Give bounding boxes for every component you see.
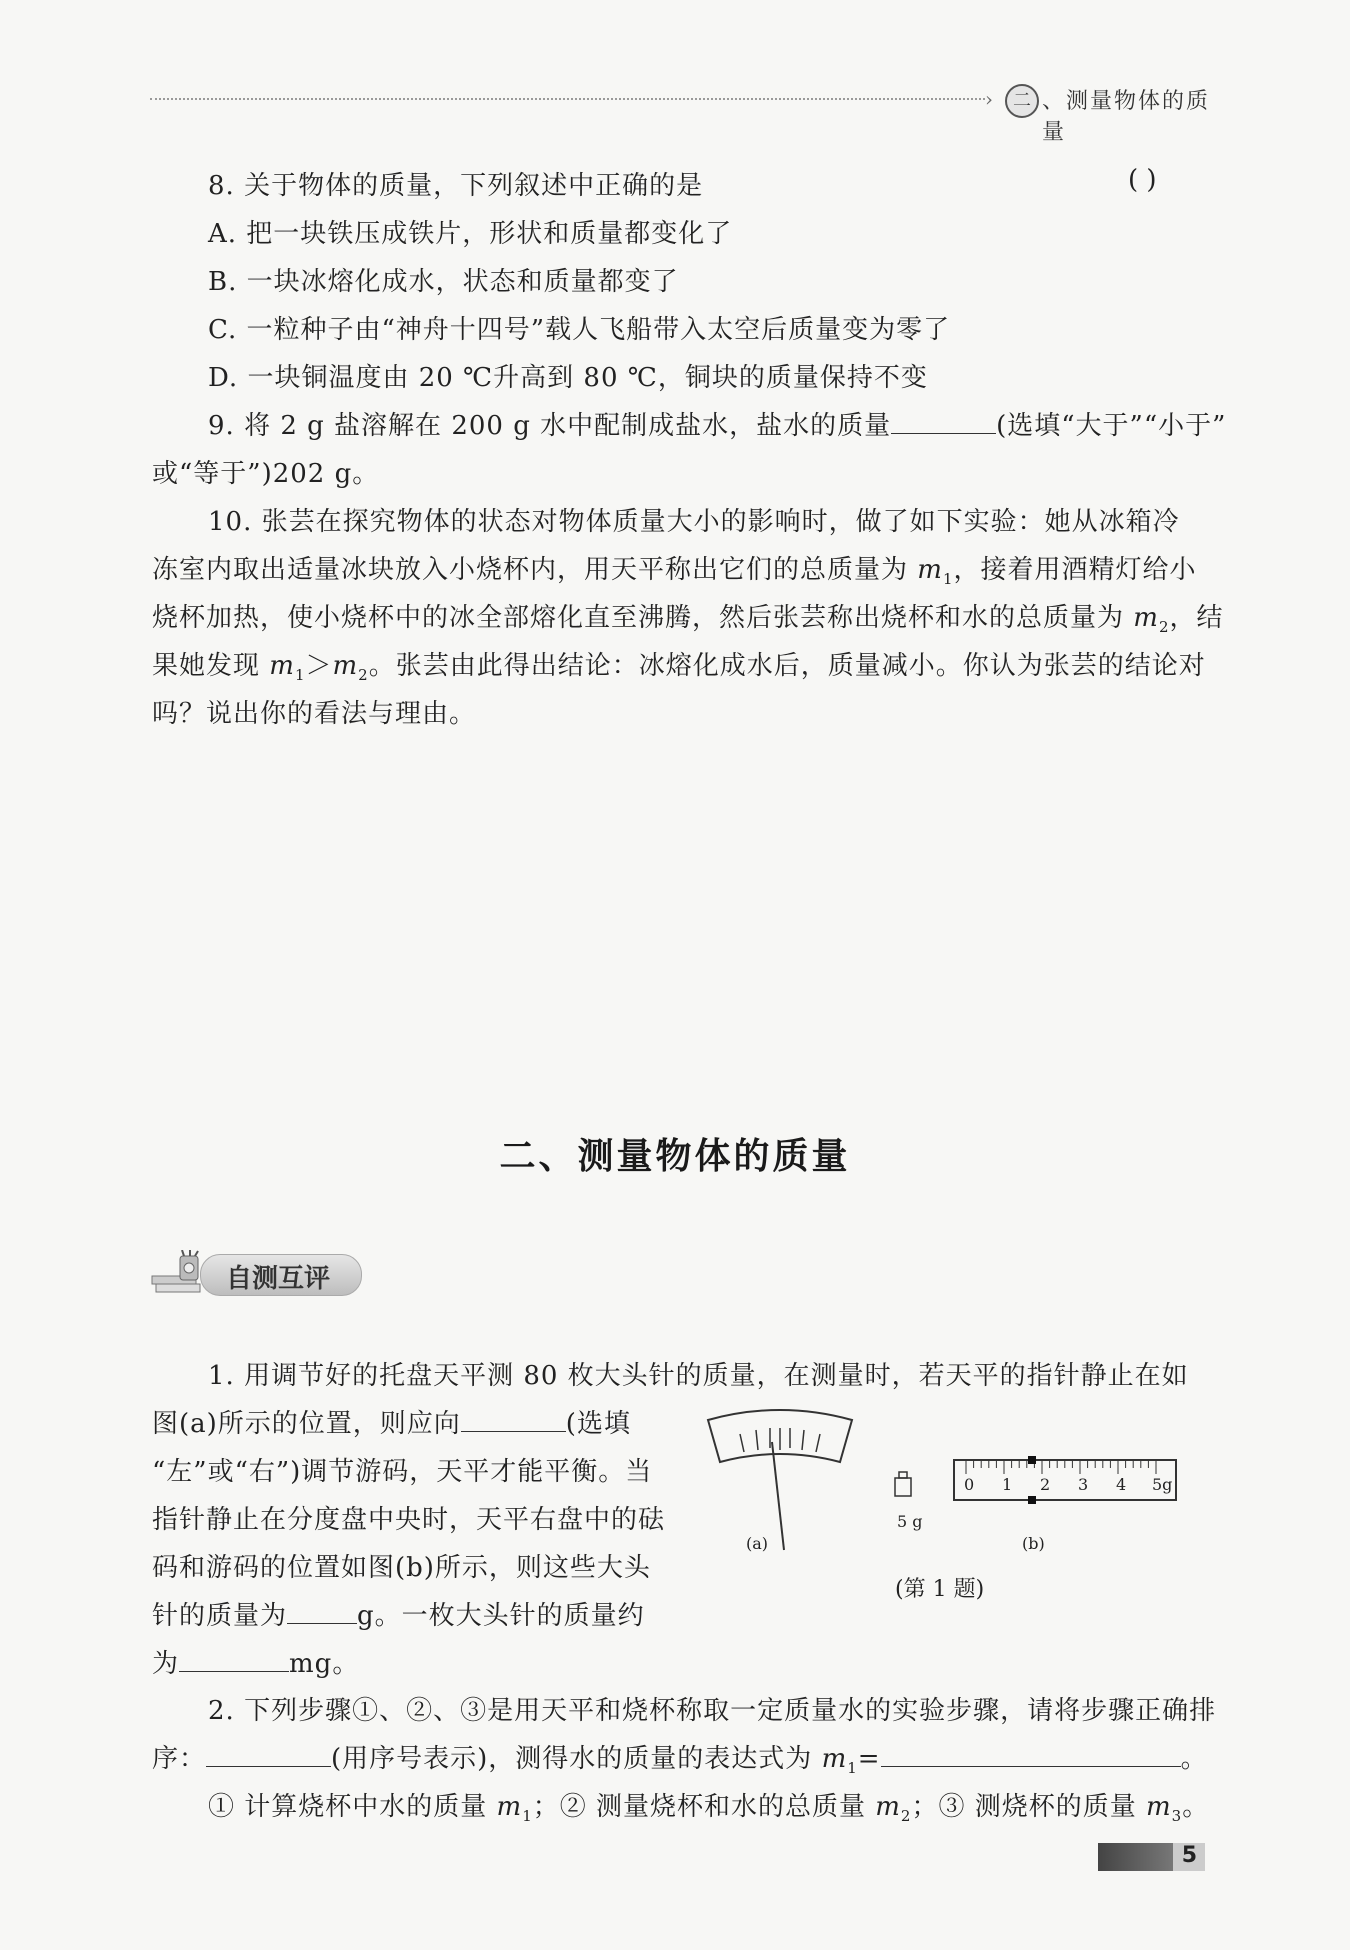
header-dotted-rule [150,98,985,100]
s1-line7 [152,1643,359,1680]
ruler-tick-label-1: 1 [1002,1475,1013,1494]
s1-line6-text-b: g。一枚大头针的质量约 [357,1601,645,1631]
s2-step3: ；③ 测烧杯的质量 [911,1792,1137,1822]
q10-var-m1: m [917,555,943,585]
s1-line2-text-b: (选填 [565,1409,631,1439]
s2-line3 [208,1786,1209,1825]
ruler-tick-label-2: 2 [1040,1475,1051,1494]
q9-line2: 或“等于”)202 g。 [152,459,380,489]
q9-text-b: (选填“大于”“小于” [996,411,1227,441]
s1-line5: 码和游码的位置如图(b)所示，则这些大头 [152,1553,651,1583]
header-arrow-icon: › [985,87,993,111]
section-title: 二、测量物体的质量 [499,1136,851,1177]
q10-line1: 10. 张芸在探究物体的状态对物体质量大小的影响时，做了如下实验：她从冰箱冷 [208,507,1180,537]
s1-mass-blank[interactable] [287,1599,357,1624]
rider-ruler [954,1456,1176,1504]
s2-line2-text-b: (用序号表示)，测得水的质量的表达式为 [331,1744,813,1774]
weight-label: 5 g [897,1512,923,1531]
q8-option-b: B. 一块冰熔化成水，状态和质量都变了 [208,267,679,297]
s1-line7-text-a: 为 [152,1649,180,1679]
ruler-tick-label-3: 3 [1078,1475,1089,1494]
q10-var-m1b: m [269,651,295,681]
s2-step3-sub: 3 [1171,1807,1183,1826]
q8-option-a: A. 把一块铁压成铁片，形状和质量都变化了 [208,219,733,249]
s1-line1: 1. 用调节好的托盘天平测 80 枚大头针的质量，在测量时，若天平的指针静止在如 [208,1361,1189,1391]
s1-direction-blank[interactable] [461,1407,566,1432]
s2-step1-var: m [496,1792,523,1822]
q9-answer-blank[interactable] [891,409,996,434]
ruler-tick-label-5: 5g [1152,1475,1173,1494]
q10-sub2b: 2 [358,666,369,685]
dial-scale-icon [708,1410,852,1550]
q10-line3-text-b: ，结 [1169,603,1224,633]
header-title: 、测量物体的质量 [1042,89,1211,145]
q10-line5: 吗？说出你的看法与理由。 [152,699,477,729]
q10-sub1b: 1 [294,666,306,685]
s1-line6-text-a: 针的质量为 [152,1601,288,1631]
q10-sub2: 2 [1158,618,1170,637]
q10-sub1: 1 [942,570,954,589]
s2-step3-var: m [1146,1792,1172,1822]
page-number: 5 [1181,1843,1197,1868]
q10-line2-text-a: 冻室内取出适量冰块放入小烧杯内，用天平称出它们的总质量为 [152,555,909,585]
s2-line3-period: 。 [1182,1792,1210,1822]
q10-line4-text-b: 。张芸由此得出结论：冰熔化成水后，质量减小。你认为张芸的结论对 [368,651,1206,681]
q10-line4-text-a: 果她发现 [152,651,261,681]
ruler-tick-label-0: 0 [964,1475,975,1494]
s2-line2-period: 。 [1180,1744,1208,1774]
s2-expression-blank[interactable] [881,1742,1181,1767]
s2-line2-text-a: 序： [152,1744,207,1774]
s2-step2: ；② 测量烧杯和水的总质量 [532,1792,866,1822]
q10-var-m2b: m [332,651,359,681]
header-section-badge: 二 [1005,84,1039,118]
s1-line6 [152,1595,645,1632]
figure-label-a: (a) [746,1534,769,1553]
s2-line2 [152,1738,1208,1777]
q10-var-m2: m [1133,603,1159,633]
q9-line1 [208,405,1226,442]
s2-sub1: 1 [847,1759,858,1778]
q10-line3-text-a: 烧杯加热，使小烧杯中的冰全部熔化直至沸腾，然后张芸称出烧杯和水的总质量为 [152,603,1125,633]
q8-answer-bracket: ( ) [1128,165,1157,195]
s2-step1: ① 计算烧杯中水的质量 [208,1792,488,1822]
q10-line4 [152,645,1206,684]
s1-line2-text-a: 图(a)所示的位置，则应向 [152,1409,461,1439]
q10-gt-sign: ＞ [305,651,333,681]
q8-stem: 8. 关于物体的质量，下列叙述中正确的是 [208,171,704,201]
books-pencils-icon [150,1250,210,1298]
s1-single-mass-blank[interactable] [179,1647,289,1672]
weight-5g-icon [895,1472,911,1496]
figure-label-b: (b) [1022,1534,1045,1553]
q9-text-a: 9. 将 2 g 盐溶解在 200 g 水中配制成盐水，盐水的质量 [208,411,892,441]
s2-order-blank[interactable] [206,1742,331,1767]
banner-label: 自测互评 [226,1264,331,1294]
s2-step1-sub: 1 [522,1807,533,1826]
running-header [150,82,1211,145]
s2-equals: = [857,1744,881,1774]
self-test-banner [150,1240,370,1300]
s1-line4: 指针静止在分度盘中央时，天平右盘中的砝 [152,1505,666,1535]
ruler-tick-label-4: 4 [1116,1475,1127,1494]
figure-caption: (第 1 题) [895,1577,985,1602]
q8-option-d: D. 一块铜温度由 20 ℃升高到 80 ℃，铜块的质量保持不变 [208,363,928,393]
s1-line2 [152,1403,631,1440]
q10-line3 [152,597,1224,636]
page-number-tab [1098,1843,1205,1871]
q8-option-c: C. 一粒种子由“神舟十四号”载人飞船带入太空后质量变为零了 [208,315,951,345]
q10-line2-text-b: ，接着用酒精灯给小 [953,555,1197,585]
s1-line7-text-b: mg。 [289,1649,360,1679]
s1-line3: “左”或“右”)调节游码，天平才能平衡。当 [152,1457,653,1487]
s2-var-m1: m [821,1744,848,1774]
s2-line1: 2. 下列步骤①、②、③是用天平和烧杯称取一定质量水的实验步骤，请将步骤正确排 [208,1696,1217,1726]
figure-balance [700,1400,1200,1610]
q10-line2 [152,549,1197,588]
s2-step2-var: m [875,1792,901,1822]
s2-step2-sub: 2 [900,1807,912,1826]
